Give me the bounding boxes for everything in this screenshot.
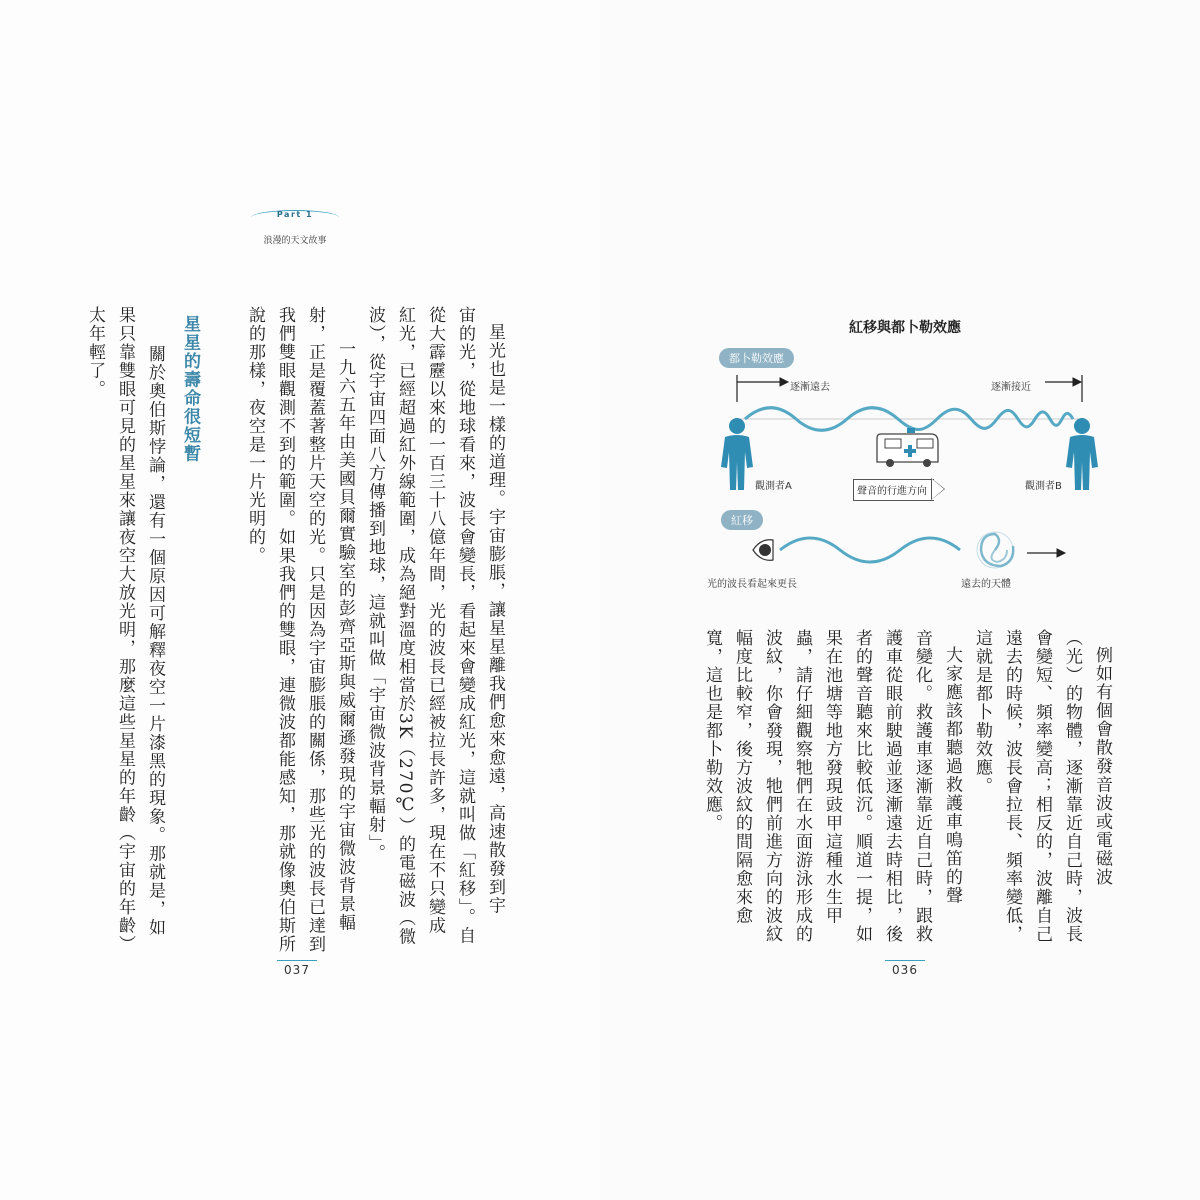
page-number-text: 037 [284,963,310,977]
body-column: 果在池塘等地方發現豉甲這種水生甲 [822,629,842,925]
body-column: 幅度比較窄，後方波紋的間隔愈來愈 [732,629,752,925]
sound-direction-arrow [853,479,945,501]
page-number-text: 036 [892,963,918,977]
body-column: 這就是都卜勒效應。 [972,629,992,796]
body-column: 者的聲音聽來比較低沉。順道一提，如 [852,629,872,944]
body-column: 波），從宇宙四面八方傳播到地球，這就叫做「宇宙微波背景輻射」。 [365,306,385,863]
body-column: 音變化。救護車逐漸靠近自己時，跟救 [912,629,932,944]
observer-b-icon [1066,418,1098,490]
body-column: 會變短、頻率變高；相反的，波離自己 [1032,629,1052,944]
body-column: 大家應該都聽過救護車鳴笛的聲 [942,646,962,905]
body-column: 例如有個會散發音波或電磁波 [1092,646,1112,887]
body-column: 一九六五年由美國貝爾實驗室的彭齊亞斯與威爾遜發現的宇宙微波背景輻 [335,340,355,932]
body-column: 寬，這也是都卜勒效應。 [702,629,722,833]
receding-arrow-icon [737,375,788,402]
receding-body-label: 遠去的天體 [961,579,1011,590]
page-number [880,960,930,977]
motion-arrow-icon [1027,549,1065,557]
approaching-label: 逐漸接近 [991,382,1031,393]
receding-label: 逐漸遠去 [790,382,830,393]
body-column: 從大霹靂以來的一百三十八億年間，光的波長已經被拉長許多，現在不只變成 [425,306,445,935]
body-column: 我們雙眼觀測不到的範圍。如果我們的雙眼，連微波都能感知，那就像奧伯斯所 [275,306,295,954]
diagram-graphics [705,312,1105,602]
body-column: 射，正是覆蓋著整片天空的光。只是因為宇宙膨脹的關係，那些光的波長已達到 [305,306,325,954]
body-column: 紅光，已經超過紅外線範圍，成為絕對溫度相當於3K（270℃）的電磁波（微 [395,306,415,946]
body-column: 太年輕了。 [85,306,105,399]
page-number [272,960,322,977]
eye-icon [753,540,773,561]
body-column: 宙的光，從地球看來，波長會變長，看起來會變成紅光，這就叫做「紅移」。自 [455,306,475,945]
doppler-tag: 都卜勒效應 [719,348,794,368]
body-column: 關於奧伯斯悖論，還有一個原因可解釋夜空一片漆黑的現象。那就是，如 [145,345,165,937]
page-number-rule [885,960,925,961]
light-wave [780,538,960,562]
observer-a-label: 觀測者A [755,481,792,492]
body-column: 蟲，請仔細觀察牠們在水面游泳形成的 [792,629,812,944]
approaching-arrow-icon [1045,375,1082,402]
body-column: （光）的物體，逐漸靠近自己時，波長 [1062,629,1082,944]
redshift-tag: 紅移 [721,510,763,530]
galaxy-icon [977,532,1013,568]
section-heading: 星星的壽命很短暫 [180,315,200,463]
part-header [245,210,345,246]
page-number-rule [277,960,317,961]
body-column: 遠去的時候，波長會拉長、頻率變低， [1002,629,1022,944]
body-column: 果只靠雙眼可見的星星來讓夜空大放光明，那麼這些星星的年齡（宇宙的年齡） [115,306,135,954]
body-column: 說的那樣，夜空是一片光明的。 [245,306,265,565]
longer-wavelength-label: 光的波長看起來更長 [707,579,797,590]
observer-b-label: 觀測者B [1025,481,1062,492]
ambulance-icon [877,428,938,467]
doppler-redshift-diagram [705,312,1105,602]
part-label: Part 1 [276,210,314,219]
body-column: 波紋，你會發現，牠們前進方向的波紋 [762,629,782,944]
body-column: 星光也是一樣的道理。宇宙膨脹，讓星星離我們愈來愈遠，高速散發到宇 [485,323,505,915]
body-column: 護車從眼前駛過並逐漸遠去時相比，後 [882,629,902,944]
observer-a-icon [721,418,753,490]
part-subtitle: 浪漫的天文故事 [263,236,327,246]
diagram-title: 紅移與都卜勒效應 [849,320,961,336]
sound-direction-label: 聲音的行進方向 [857,486,927,497]
